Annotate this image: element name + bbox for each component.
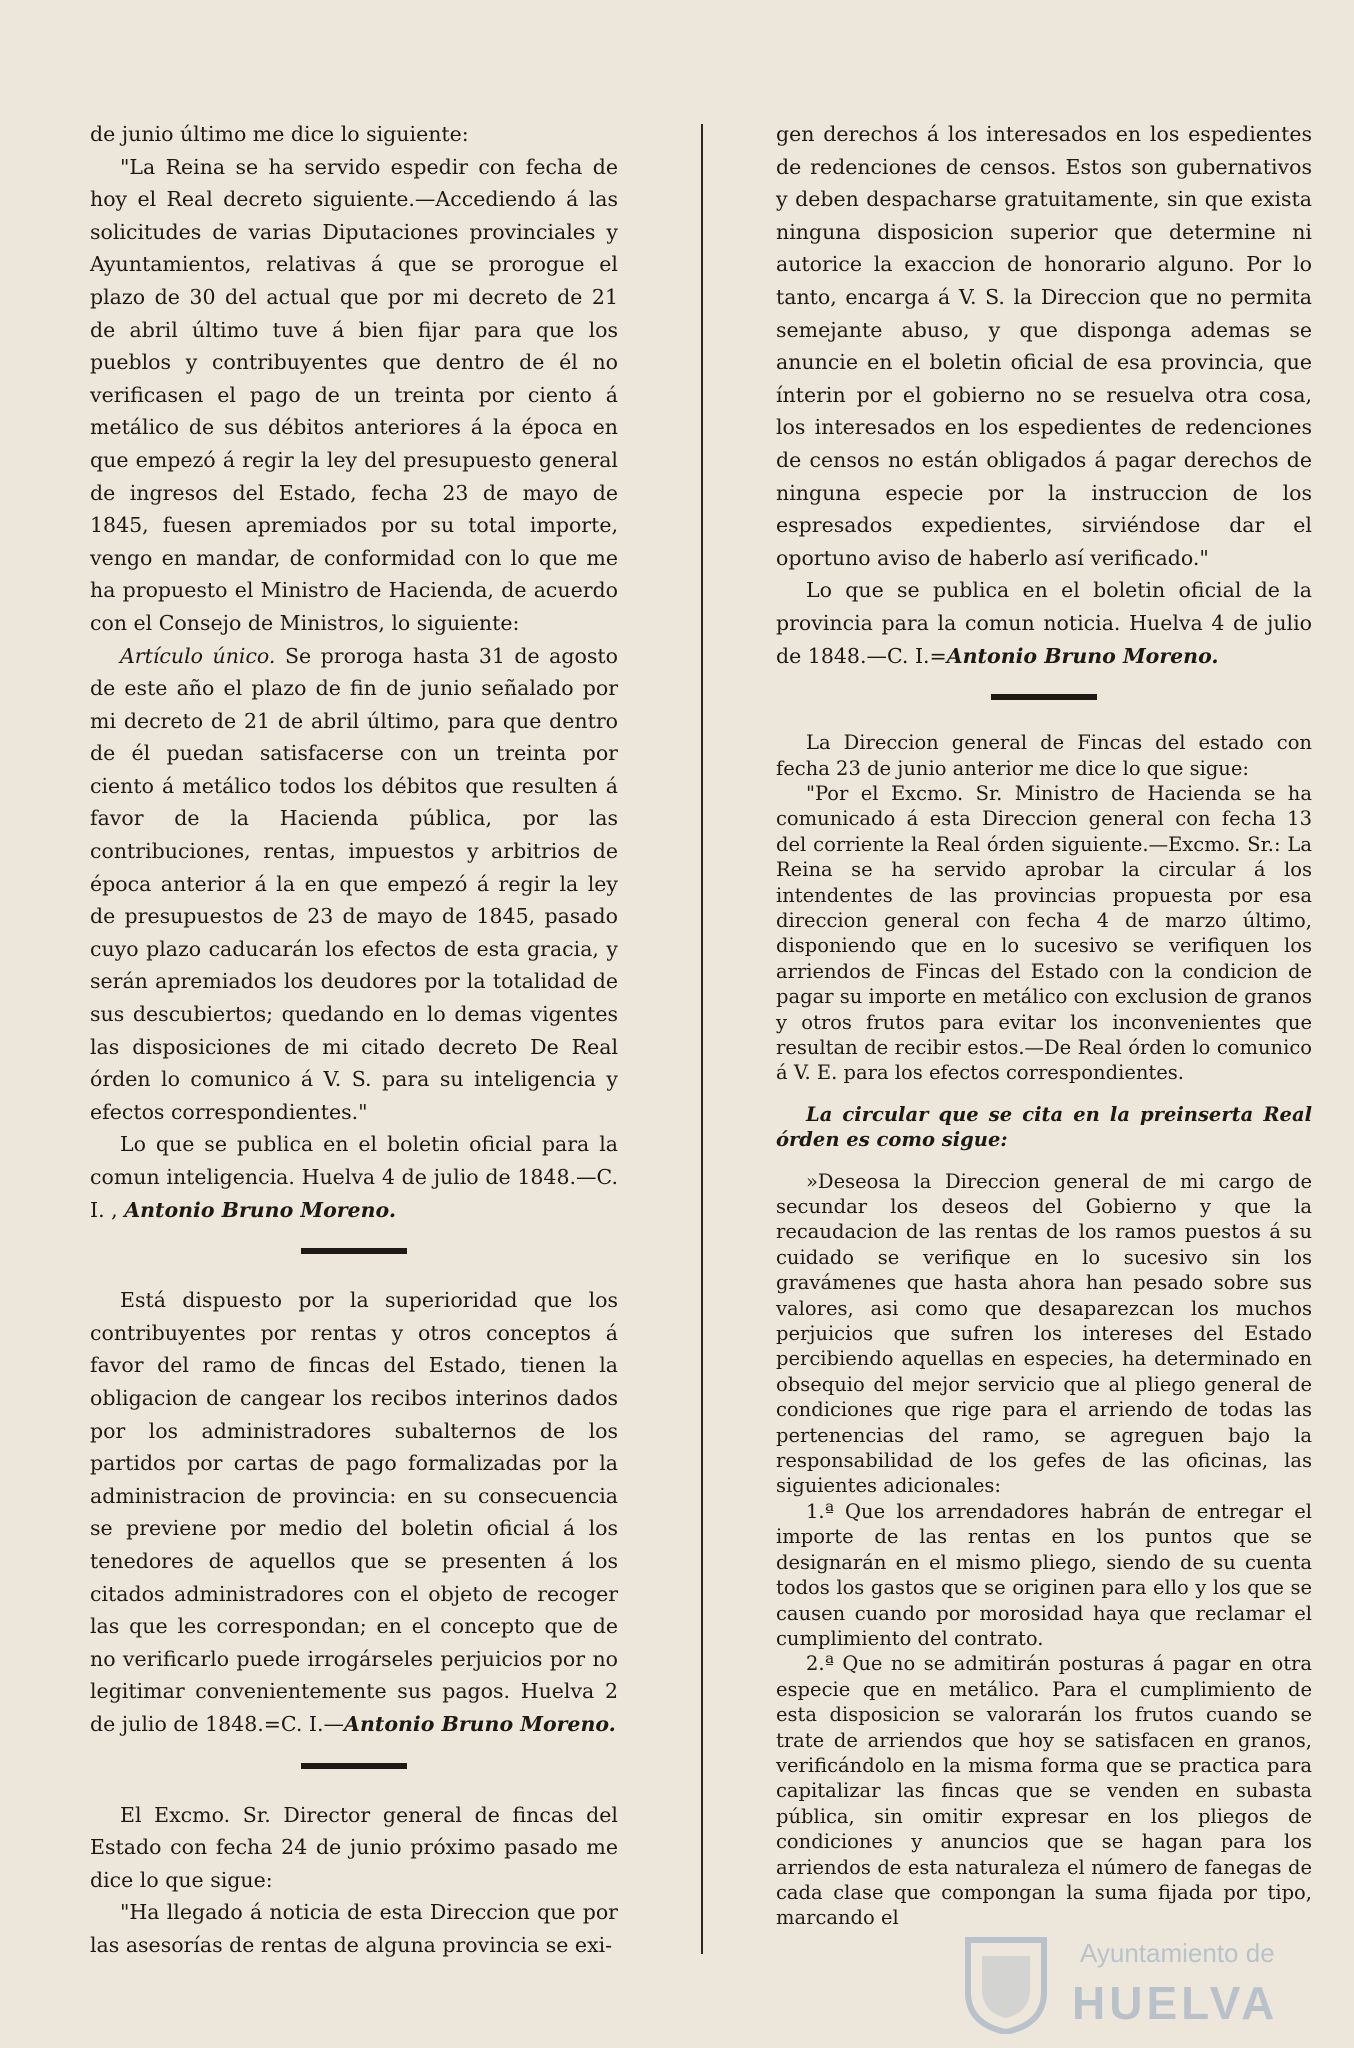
section-divider (991, 694, 1097, 700)
paragraph: "Ha llegado á noticia de esta Direccion que por las asesorías de rentas de alguna provincia se exi- (90, 1900, 618, 1957)
paragraph: de junio último me dice lo siguiente: (90, 122, 469, 146)
watermark-line1: Ayuntamiento de (1080, 1938, 1275, 1968)
paragraph: La Direccion general de Fincas del estado con fecha 23 de junio anterior me dice lo que sigue: (776, 731, 1312, 780)
paragraph: "Por el Excmo. Sr. Ministro de Hacienda se ha comunicado á esta Direccion general con fecha 13 del corriente la Real órden siguiente.—Excmo. Sr.: La Reina se ha servido aprobar la circular á los intendentes de las provincias propuesta por esa direccion general con fecha 4 de marzo último, disponiendo que en lo sucesivo se verifiquen los arriendos de Fincas del Estado con la condicion de pagar su importe en metálico con exclusion de granos y otros frutos para evitar los inconvenientes que resultan de recibir estos.—De Real órden lo comunico á V. E. para los efectos correspondientes. (776, 781, 1312, 1085)
circular-heading: La circular que se cita en la preinserta Real órden es como sigue: (776, 1102, 1312, 1152)
coat-of-arms-icon (960, 1934, 1052, 2034)
paragraph (90, 1284, 618, 1740)
watermark-line2: HUELVA (1072, 1977, 1279, 2029)
notice-text: Lo que se publica en el boletin oficial de la provincia para la comun noticia. Huelva 4 de julio de 1848.—C. I.= (776, 578, 1312, 668)
paragraph: gen derechos á los interesados en los espedientes de redenciones de censos. Estos son gubernativos y deben despacharse gratuitamente, sin que exista ninguna disposicion superior que determine ni autorice la exaccion de honorario alguno. Por lo tanto, encarga á V. S. la Direccion que no permita semejante abuso, y que disponga ademas se anuncie en el boletin oficial de esa provincia, que ínterin por el gobierno no se resuelva otra cosa, los interesados en los espedientes de redenciones de censos no están obligados á pagar derechos de ninguna especie por la instruccion de los espresados expedientes, sirviéndose dar el oportuno aviso de haberlo así verificado." (776, 122, 1312, 570)
signature: Antonio Bruno Moreno. (124, 1197, 396, 1222)
column-divider (701, 124, 703, 1954)
article-label: Artículo único. (120, 643, 276, 668)
paragraph: 1.ª Que los arrendadores habrán de entregar el importe de las rentas en los puntos que se designarán en el mismo pliego, siendo de su cuenta todos los gastos que se originen para ello y los que se causen cuando por morosidad haya que reclamar el cumplimiento del contrato. (776, 1499, 1312, 1650)
paragraph: "La Reina se ha servido espedir con fecha de hoy el Real decreto siguiente.—Accediendo á las solicitudes de varias Diputaciones provinciales y Ayuntamientos, relativas á que se prorogue el plazo de 30 del actual que por mi decreto de 21 de abril último tuve á bien fijar para que los pueblos y contribuyentes que dentro de él no verificasen el pago de un treinta por ciento á metálico de sus débitos anteriores á la época en que empezó á regir la ley del presupuesto general de ingresos del Estado, fecha 23 de mayo de 1845, fuesen apremiados por su total importe, vengo en mandar, de conformidad con lo que me ha propuesto el Ministro de Hacienda, de acuerdo con el Consejo de Ministros, lo siguiente: (90, 154, 618, 635)
paragraph (90, 1128, 618, 1226)
right-column (776, 118, 1312, 1931)
watermark (960, 1928, 1320, 2038)
paragraph: 2.ª Que no se admitirán posturas á pagar en otra especie que en metálico. Para el cumplimiento de esta disposicion se valorarán los frutos cuando se trate de arriendos que hoy se satisfacen en granos, verificándolo en la misma forma que se practica para capitalizar las fincas que se venden en subasta pública, sin omitir expresar en los pliegos de condiciones y anuncios que se hagan para los arriendos de esta naturaleza el número de fanegas de cada clase que compongan la suma fijada por tipo, marcando el (776, 1652, 1312, 1930)
article-text: Se proroga hasta 31 de agosto de este año el plazo de fin de junio señalado por mi decreto de 21 de abril último, para que dentro de él puedan satisfacerse con un treinta por ciento á metálico todos los débitos que resulten á favor de la Hacienda pública, por las contribuciones, rentas, impuestos y arbitrios de época anterior á la en que empezó á regir la ley de presupuestos de 23 de mayo de 1845, pasado cuyo plazo caducarán los efectos de esta gracia, y serán apremiados los deudores por la totalidad de sus descubiertos; quedando en lo demas vigentes las disposiciones de mi citado decreto De Real órden lo comunico á V. S. para su inteligencia y efectos correspondientes." (90, 643, 618, 1124)
paragraph (776, 574, 1312, 672)
small-print-section (776, 730, 1312, 1931)
section-divider (301, 1763, 407, 1769)
section-divider (301, 1248, 407, 1254)
notice-text: Lo que se publica en el boletin oficial para la comun inteligencia. Huelva 4 de julio de 1848.—C. I. , (90, 1132, 618, 1222)
paragraph (90, 640, 618, 1129)
notice-text: Está dispuesto por la superioridad que los contribuyentes por rentas y otros conceptos á favor del ramo de fincas del Estado, tienen la obligacion de cangear los recibos interinos dados por los administradores subalternos de los partidos por cartas de pago formalizadas por la administracion de provincia: en su consecuencia se previene por medio del boletin oficial á los tenedores de aquellos que se presenten á los citados administradores con el objeto de recoger las que les correspondan; en el concepto que de no verificarlo puede irrogárseles perjuicios por no legitimar convenientemente sus pagos. Huelva 2 de julio de 1848.=C. I.— (90, 1288, 618, 1736)
left-column (90, 118, 618, 1961)
signature: Antonio Bruno Moreno. (344, 1711, 616, 1736)
paragraph: El Excmo. Sr. Director general de fincas del Estado con fecha 24 de junio próximo pasado me dice lo que sigue: (90, 1802, 618, 1892)
paragraph: »Deseosa la Direccion general de mi cargo de secundar los deseos del Gobierno y que la recaudacion de las rentas de los ramos puestos á su cuidado se verifique en lo sucesivo sin los gravámenes que hasta ahora han pesado sobre sus valores, asi como que desaparezcan los muchos perjuicios que sufren los intereses del Estado percibiendo aquellas en especies, ha determinado en obsequio del mejor servicio que al pliego general de condiciones que rige para el arriendo de todas las pertenencias del ramo, se agreguen bajo la responsabilidad de los gefes de las oficinas, las siguientes adicionales: (776, 1169, 1312, 1498)
signature: Antonio Bruno Moreno. (946, 643, 1219, 668)
